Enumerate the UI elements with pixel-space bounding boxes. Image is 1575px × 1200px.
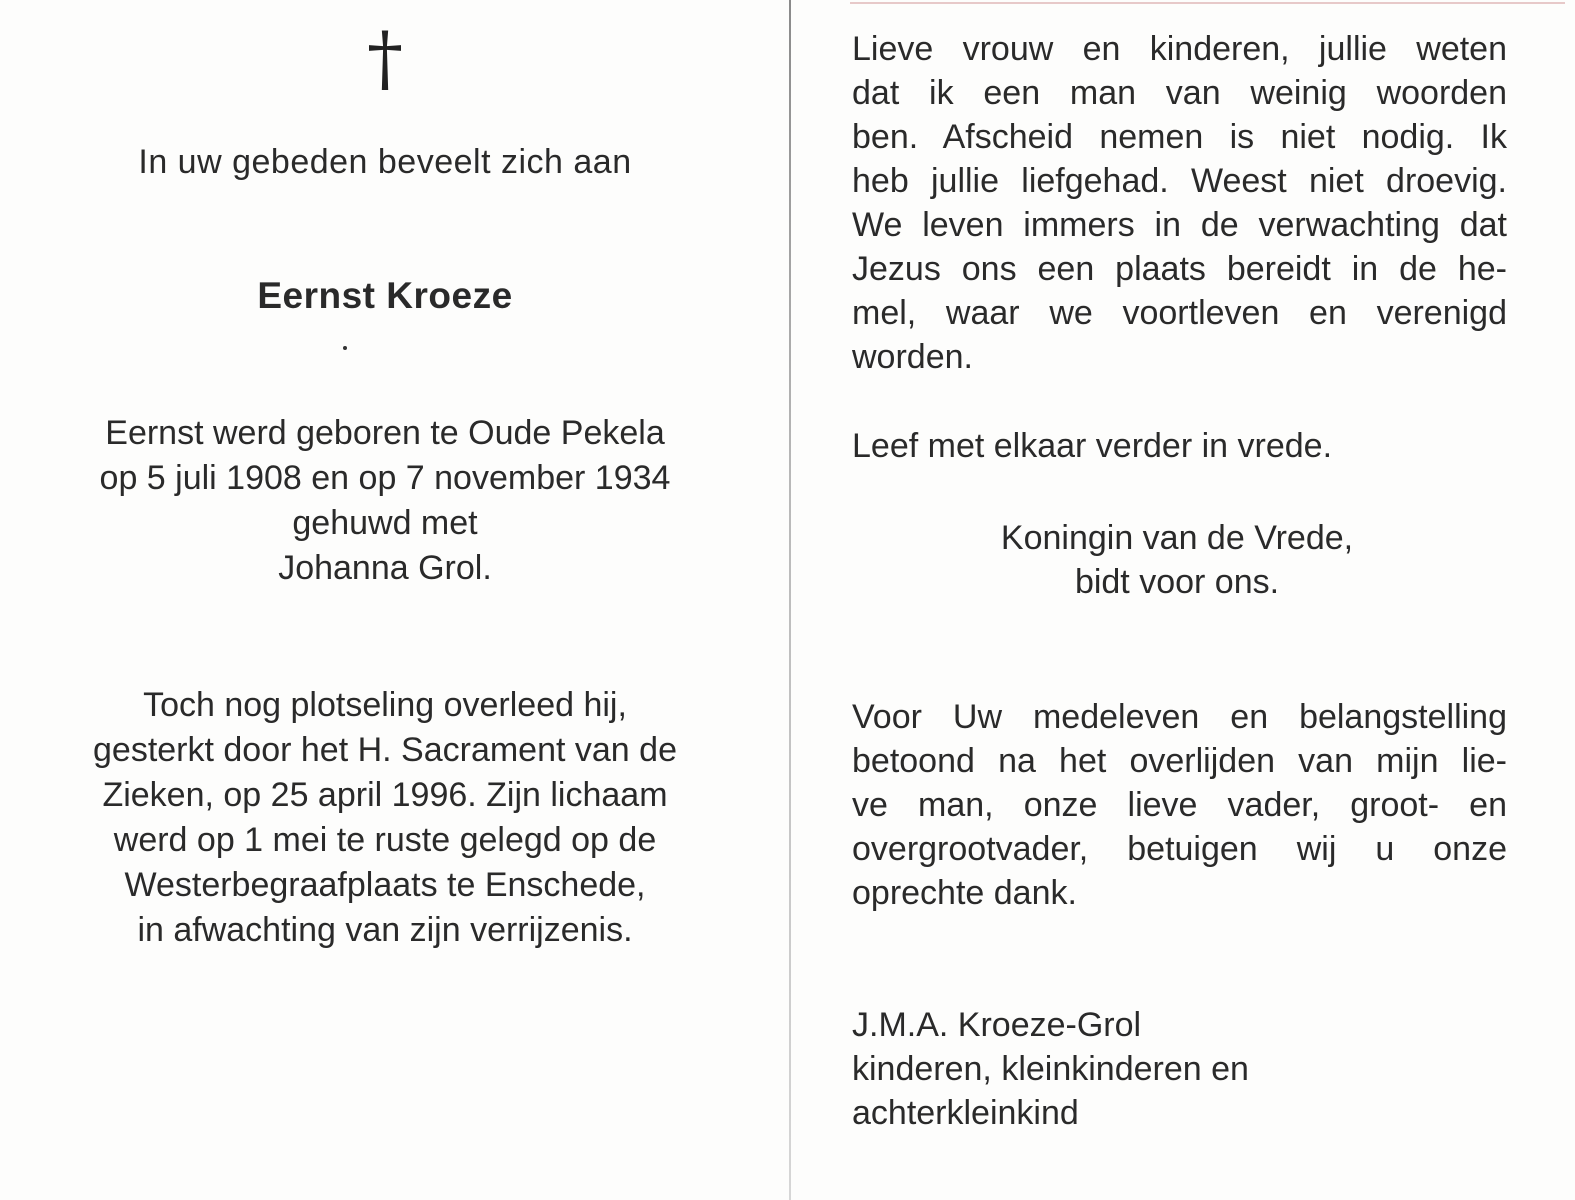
separator-dot: [343, 346, 347, 350]
right-page: [852, 0, 1507, 1200]
letter-line: mel, waar we voortleven en verenigd: [852, 294, 1507, 332]
death-paragraph: [20, 683, 750, 953]
fold-line: [789, 0, 791, 1200]
signature-line: achterkleinkind: [852, 1094, 1079, 1132]
peace-line: Leef met elkaar verder in vrede.: [852, 427, 1333, 465]
birth-line: gehuwd met: [292, 504, 478, 542]
signature-block: [852, 1003, 1507, 1135]
thanks-line: ve man, onze lieve vader, groot- en: [852, 786, 1507, 824]
thanks-line: betoond na het overlijden van mijn lie-: [852, 742, 1507, 780]
letter-line: ben. Afscheid nemen is niet nodig. Ik: [852, 118, 1507, 156]
signature-line: kinderen, kleinkinderen en: [852, 1050, 1249, 1088]
thanks-line: overgrootvader, betuigen wij u onze: [852, 830, 1507, 868]
intro-text: In uw gebeden beveelt zich aan: [138, 143, 632, 181]
birth-paragraph: [20, 411, 750, 591]
prayer: [882, 516, 1472, 604]
thanks-line: Voor Uw medeleven en belangstelling: [852, 698, 1507, 736]
thanks-paragraph: [852, 695, 1507, 915]
birth-line: Eernst werd geboren te Oude Pekela: [105, 414, 665, 452]
left-page: [20, 0, 750, 1200]
death-line: in afwachting van zijn verrijzenis.: [137, 911, 633, 949]
prayer-line: Koningin van de Vrede,: [1000, 519, 1354, 557]
death-line: Zieken, op 25 april 1996. Zijn lichaam: [102, 776, 668, 814]
signature-line: J.M.A. Kroeze-Grol: [852, 1006, 1142, 1044]
letter-line: We leven immers in de verwachting dat: [852, 206, 1507, 244]
death-line: Westerbegraafplaats te Enschede,: [124, 866, 646, 904]
letter-line: Lieve vrouw en kinderen, jullie weten: [852, 30, 1507, 68]
death-line: Toch nog plotseling overleed hij,: [143, 686, 627, 724]
farewell-letter: [852, 27, 1507, 379]
letter-line: worden.: [852, 338, 973, 376]
prayer-line: bidt voor ons.: [1074, 563, 1280, 601]
thanks-line: oprechte dank.: [852, 874, 1077, 912]
death-line: gesterkt door het H. Sacrament van de: [93, 731, 677, 769]
cross-icon: †: [367, 16, 403, 100]
birth-line: op 5 juli 1908 en op 7 november 1934: [99, 459, 671, 497]
letter-line: dat ik een man van weinig woorden: [852, 74, 1507, 112]
death-line: werd op 1 mei te ruste gelegd op de: [113, 821, 657, 859]
birth-line: Johanna Grol.: [278, 549, 492, 587]
letter-line: Jezus ons een plaats bereidt in de he-: [852, 250, 1507, 288]
deceased-name: Eernst Kroeze: [257, 275, 513, 316]
letter-line: heb jullie liefgehad. Weest niet droevig.: [852, 162, 1507, 200]
